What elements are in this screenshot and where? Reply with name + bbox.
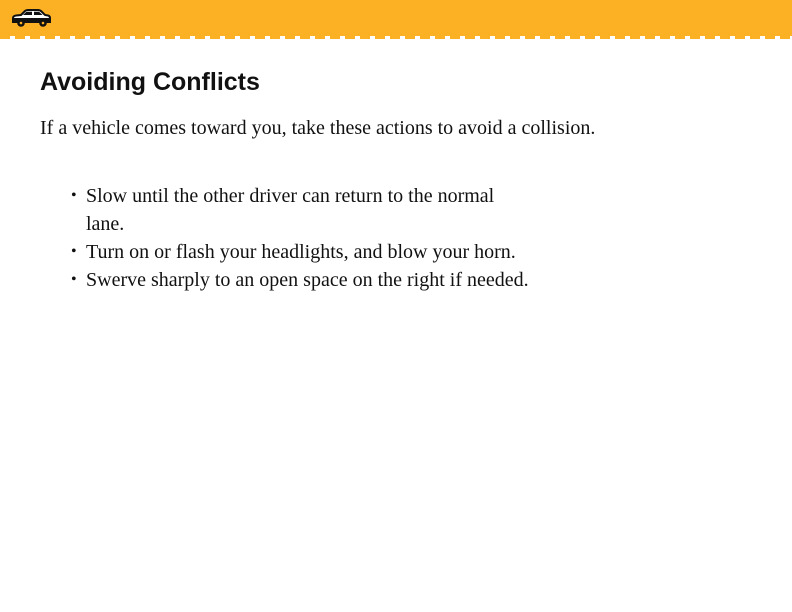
intro-paragraph: If a vehicle comes toward you, take these actions to avoid a collision. xyxy=(40,117,596,139)
list-item: • Turn on or flash your headlights, and blow your horn. xyxy=(86,238,646,266)
list-item: • Swerve sharply to an open space on the right if needed. xyxy=(86,266,646,294)
page-title: Avoiding Conflicts xyxy=(40,68,260,96)
bullet-list xyxy=(86,182,646,294)
header-dashed-border xyxy=(0,35,792,39)
car-icon xyxy=(10,8,52,28)
header-band xyxy=(0,0,792,36)
list-item: • Slow until the other driver can return to the normal lane. xyxy=(86,182,526,238)
